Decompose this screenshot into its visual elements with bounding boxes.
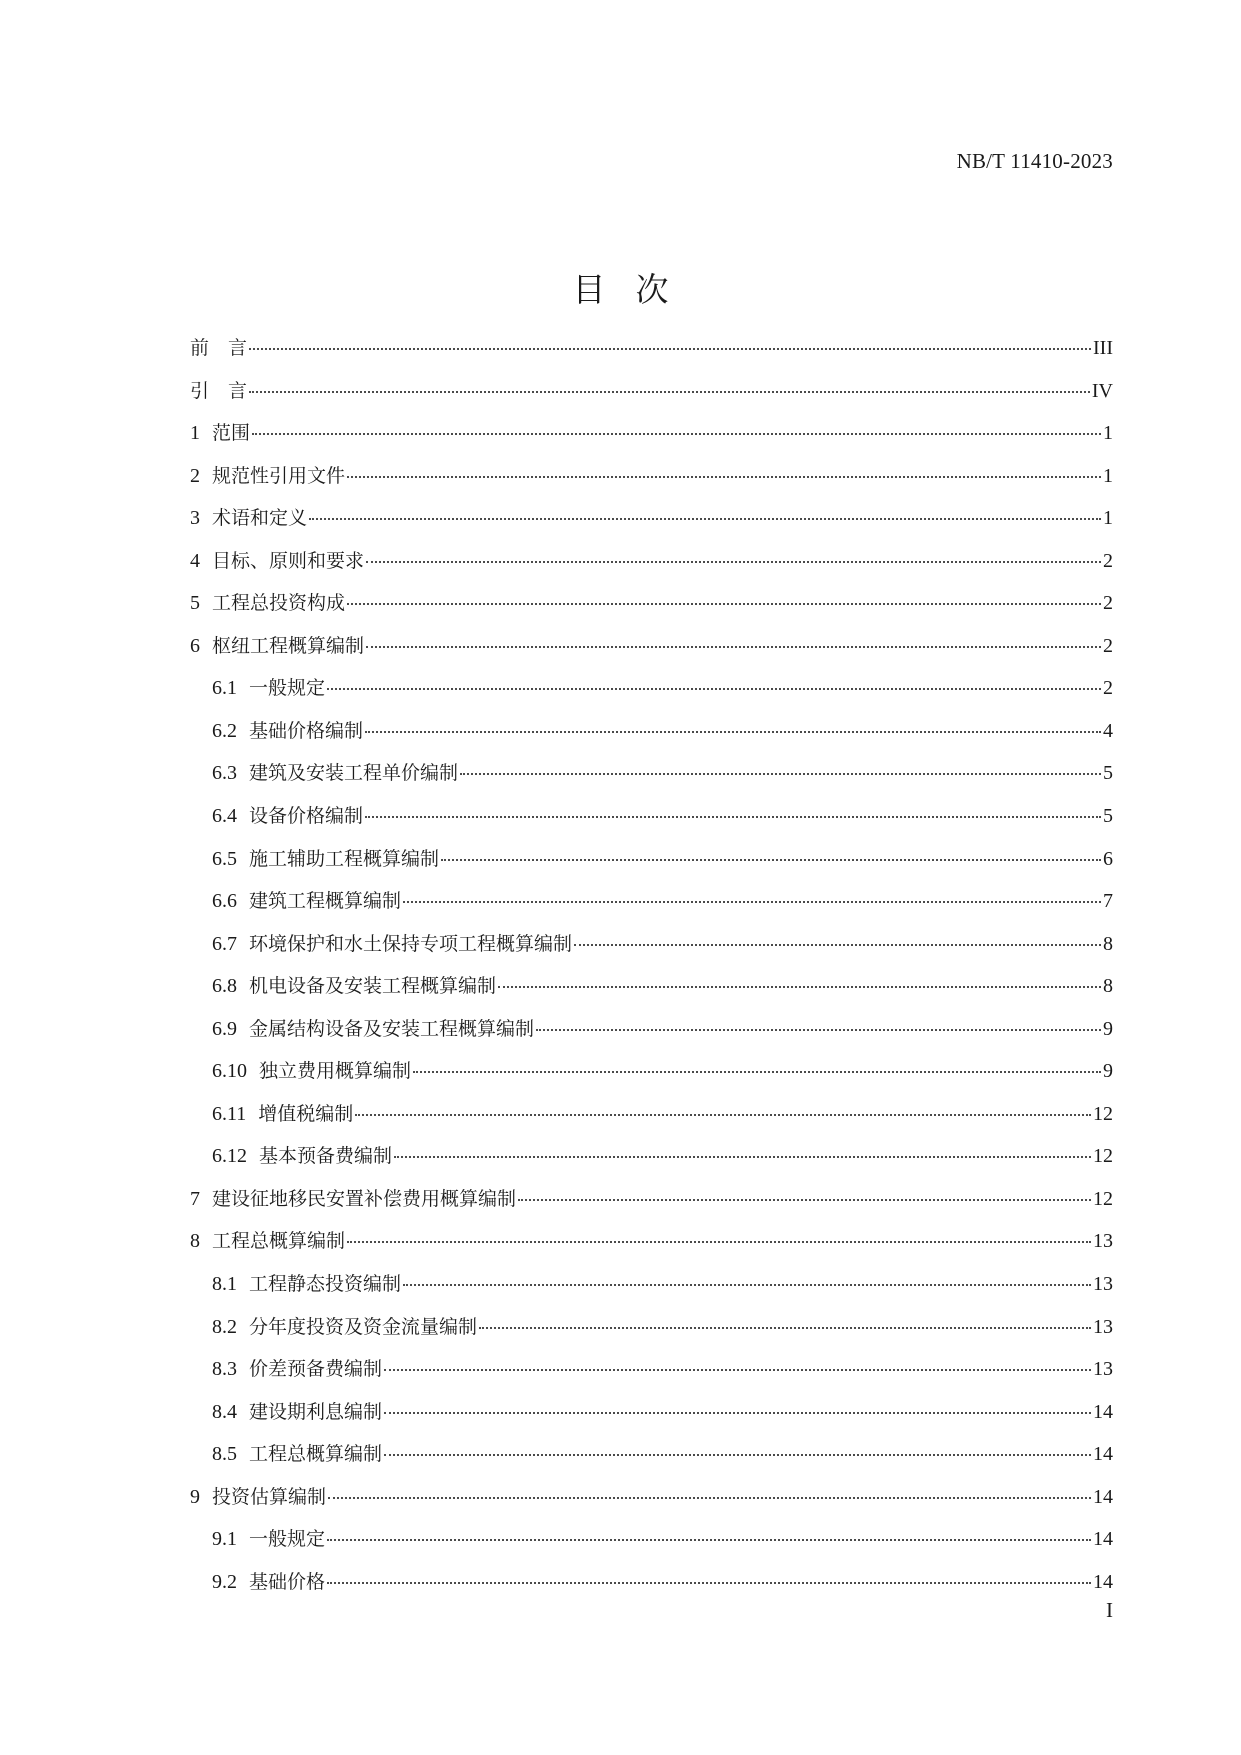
toc-entry-title: 建筑及安装工程单价编制	[249, 762, 459, 785]
toc-dot-leader	[347, 603, 1101, 605]
toc-dot-leader	[403, 1284, 1091, 1286]
toc-entry-title: 基础价格编制	[249, 719, 364, 742]
toc-entry-number: 6.4	[212, 805, 237, 828]
toc-entry-page: III	[1093, 337, 1113, 359]
toc-entry[interactable]	[190, 1269, 1113, 1312]
toc-entry-number: 6.3	[212, 762, 237, 785]
toc-entry[interactable]	[190, 1099, 1113, 1142]
toc-entry-title: 建设征地移民安置补偿费用概算编制	[212, 1187, 517, 1210]
toc-entry-page: 8	[1103, 932, 1113, 955]
toc-entry-label	[190, 1184, 516, 1211]
toc-entry-number: 2	[190, 464, 200, 487]
toc-entry-label	[212, 1141, 392, 1168]
toc-entry[interactable]	[190, 418, 1113, 461]
toc-dot-leader	[479, 1327, 1091, 1329]
toc-entry-page: 12	[1093, 1187, 1113, 1210]
toc-entry-title: 投资估算编制	[212, 1485, 327, 1508]
toc-entry-number: 6.9	[212, 1017, 237, 1040]
toc-entry-title: 建筑工程概算编制	[249, 890, 402, 913]
toc-entry-page: 14	[1093, 1443, 1113, 1466]
toc-dot-leader	[355, 1114, 1091, 1116]
toc-entry-title: 工程总投资构成	[212, 592, 346, 615]
toc-entry-page: 1	[1103, 507, 1113, 530]
toc-entry-label	[212, 1056, 411, 1083]
toc-entry-page: 14	[1093, 1400, 1113, 1423]
toc-entry-title: 分年度投资及资金流量编制	[249, 1315, 478, 1338]
toc-entry-label	[212, 758, 458, 785]
toc-entry-label	[190, 418, 250, 445]
toc-entry[interactable]	[190, 1482, 1113, 1525]
toc-entry-label	[212, 801, 363, 828]
document-number: NB/T 11410-2023	[956, 149, 1113, 173]
toc-entry[interactable]	[190, 1226, 1113, 1269]
toc-entry[interactable]	[190, 1014, 1113, 1057]
toc-entry-number: 5	[190, 592, 200, 615]
toc-entry-label	[190, 333, 247, 360]
toc-entry-number: 8.2	[212, 1315, 237, 1338]
toc-dot-leader	[413, 1071, 1101, 1073]
toc-entry[interactable]	[190, 673, 1113, 716]
toc-entry-number: 6.11	[212, 1102, 247, 1125]
toc-entry-page: 9	[1103, 1060, 1113, 1083]
toc-dot-leader	[309, 518, 1101, 520]
toc-entry-label	[212, 886, 401, 913]
toc-entry[interactable]	[190, 716, 1113, 759]
toc-entry-label	[212, 1014, 534, 1041]
toc-dot-leader	[328, 1497, 1091, 1499]
toc-entry[interactable]	[190, 1524, 1113, 1567]
toc-entry[interactable]	[190, 886, 1113, 929]
toc-entry-title: 施工辅助工程概算编制	[249, 847, 440, 870]
toc-entry-number: 6.2	[212, 719, 237, 742]
toc-dot-leader	[536, 1029, 1101, 1031]
toc-entry[interactable]	[190, 546, 1113, 589]
toc-entry-page: 6	[1103, 847, 1113, 870]
toc-entry-label	[190, 1226, 345, 1253]
toc-entry[interactable]	[190, 1354, 1113, 1397]
toc-dot-leader	[347, 1241, 1091, 1243]
toc-entry-number: 3	[190, 507, 200, 530]
toc-dot-leader	[365, 731, 1101, 733]
toc-entry-page: 2	[1103, 677, 1113, 700]
toc-entry[interactable]	[190, 1184, 1113, 1227]
toc-entry-number: 6.10	[212, 1060, 247, 1083]
toc-entry-label	[212, 1099, 353, 1126]
toc-entry-title: 范围	[212, 422, 251, 445]
toc-entry-title: 一般规定	[249, 1528, 326, 1551]
toc-entry-title: 工程静态投资编制	[249, 1273, 402, 1296]
toc-entry-page: 4	[1103, 719, 1113, 742]
toc-entry-title: 金属结构设备及安装工程概算编制	[249, 1017, 535, 1040]
toc-dot-leader	[327, 688, 1101, 690]
toc-entry-number: 6	[190, 634, 200, 657]
toc-dot-leader	[347, 476, 1101, 478]
toc-dot-leader	[498, 986, 1101, 988]
toc-list	[190, 333, 1113, 1609]
toc-entry-label	[190, 631, 364, 658]
toc-entry-title: 一般规定	[249, 677, 326, 700]
toc-entry[interactable]	[190, 461, 1113, 504]
toc-dot-leader	[403, 901, 1101, 903]
toc-entry-page: 5	[1103, 805, 1113, 828]
toc-entry-label	[190, 461, 345, 488]
toc-entry-label	[212, 844, 439, 871]
toc-entry-number: 6.12	[212, 1145, 247, 1168]
toc-entry-label	[190, 588, 345, 615]
page-number: I	[1106, 1598, 1113, 1622]
toc-entry-title: 机电设备及安装工程概算编制	[249, 975, 497, 998]
toc-entry-title: 前 言	[190, 337, 248, 359]
toc-entry-number: 8.3	[212, 1358, 237, 1381]
toc-entry-page: 14	[1093, 1570, 1113, 1593]
toc-entry-label	[212, 1312, 477, 1339]
toc-dot-leader	[327, 1539, 1091, 1541]
toc-dot-leader	[327, 1582, 1091, 1584]
toc-entry-page: 1	[1103, 422, 1113, 445]
toc-entry[interactable]	[190, 971, 1113, 1014]
toc-entry-page: 14	[1093, 1485, 1113, 1508]
toc-entry-label	[190, 376, 247, 403]
toc-entry-number: 8.1	[212, 1273, 237, 1296]
toc-entry-title: 枢纽工程概算编制	[212, 634, 365, 657]
toc-entry-page: 13	[1093, 1358, 1113, 1381]
toc-entry-number: 6.8	[212, 975, 237, 998]
toc-entry[interactable]	[190, 333, 1113, 376]
toc-entry-title: 工程总概算编制	[212, 1230, 346, 1253]
toc-entry-label	[212, 1354, 382, 1381]
toc-entry-number: 6.5	[212, 847, 237, 870]
toc-entry[interactable]	[190, 1439, 1113, 1482]
toc-dot-leader	[441, 859, 1101, 861]
toc-entry-title: 设备价格编制	[249, 805, 364, 828]
toc-entry-label	[212, 673, 325, 700]
toc-dot-leader	[365, 816, 1101, 818]
toc-entry-label	[212, 971, 496, 998]
toc-dot-leader	[366, 646, 1101, 648]
toc-entry-page: 1	[1103, 464, 1113, 487]
toc-dot-leader	[460, 773, 1101, 775]
toc-dot-leader	[249, 348, 1091, 350]
toc-dot-leader	[518, 1199, 1091, 1201]
toc-entry[interactable]	[190, 1567, 1113, 1610]
toc-entry-label	[212, 1524, 325, 1551]
toc-entry[interactable]	[190, 503, 1113, 546]
toc-entry-number: 9	[190, 1485, 200, 1508]
toc-dot-leader	[574, 944, 1101, 946]
toc-entry-page: 8	[1103, 975, 1113, 998]
toc-entry-page: 2	[1103, 549, 1113, 572]
toc-dot-leader	[249, 391, 1090, 393]
toc-dot-leader	[394, 1156, 1091, 1158]
toc-entry-title: 增值税编制	[258, 1102, 354, 1125]
toc-entry-number: 9.1	[212, 1528, 237, 1551]
toc-entry-number: 1	[190, 422, 200, 445]
toc-entry-page: 5	[1103, 762, 1113, 785]
toc-entry-title: 目标、原则和要求	[212, 549, 365, 572]
toc-entry-label	[190, 546, 364, 573]
toc-entry-title: 价差预备费编制	[249, 1358, 383, 1381]
toc-entry[interactable]	[190, 1141, 1113, 1184]
toc-entry-label	[212, 1567, 325, 1594]
toc-entry[interactable]	[190, 376, 1113, 419]
toc-entry-label	[212, 1269, 401, 1296]
toc-entry-number: 6.7	[212, 932, 237, 955]
toc-entry-page: 12	[1093, 1145, 1113, 1168]
toc-title: 目次	[572, 270, 699, 309]
toc-entry-page: 2	[1103, 592, 1113, 615]
toc-entry-label	[212, 1439, 382, 1466]
toc-entry-label	[190, 503, 307, 530]
toc-entry-number: 7	[190, 1187, 200, 1210]
toc-entry[interactable]	[190, 844, 1113, 887]
toc-entry-page: 2	[1103, 634, 1113, 657]
toc-entry-number: 4	[190, 549, 200, 572]
toc-entry-page: 12	[1093, 1102, 1113, 1125]
toc-entry-title: 工程总概算编制	[249, 1443, 383, 1466]
toc-dot-leader	[384, 1412, 1091, 1414]
toc-entry[interactable]	[190, 1397, 1113, 1440]
toc-entry-number: 6.1	[212, 677, 237, 700]
toc-entry-page: 14	[1093, 1528, 1113, 1551]
toc-entry-page: 13	[1093, 1273, 1113, 1296]
toc-entry-page: 7	[1103, 890, 1113, 913]
toc-entry-title: 术语和定义	[212, 507, 308, 530]
toc-entry-page: 9	[1103, 1017, 1113, 1040]
toc-entry[interactable]	[190, 929, 1113, 972]
toc-entry-label	[212, 929, 572, 956]
toc-entry[interactable]	[190, 758, 1113, 801]
toc-entry-title: 环境保护和水土保持专项工程概算编制	[249, 932, 573, 955]
toc-entry[interactable]	[190, 1312, 1113, 1355]
toc-dot-leader	[384, 1369, 1091, 1371]
toc-entry-title: 引 言	[190, 379, 248, 402]
toc-entry-label	[212, 1397, 382, 1424]
toc-entry[interactable]	[190, 631, 1113, 674]
toc-dot-leader	[252, 433, 1101, 435]
toc-entry[interactable]	[190, 588, 1113, 631]
toc-entry-label	[212, 716, 363, 743]
toc-entry-label	[190, 1482, 326, 1509]
toc-entry[interactable]	[190, 801, 1113, 844]
toc-entry-number: 9.2	[212, 1570, 237, 1593]
toc-entry-page: 13	[1093, 1315, 1113, 1338]
toc-entry-title: 建设期利息编制	[249, 1400, 383, 1423]
toc-entry-title: 独立费用概算编制	[259, 1060, 412, 1083]
toc-entry-page: IV	[1091, 379, 1113, 402]
toc-entry-title: 基础价格	[249, 1570, 326, 1593]
toc-entry[interactable]	[190, 1056, 1113, 1099]
toc-entry-number: 8.5	[212, 1443, 237, 1466]
toc-entry-number: 8	[190, 1230, 200, 1253]
toc-dot-leader	[366, 561, 1101, 563]
toc-entry-title: 规范性引用文件	[212, 464, 346, 487]
toc-dot-leader	[384, 1454, 1091, 1456]
toc-entry-number: 6.6	[212, 890, 237, 913]
toc-entry-number: 8.4	[212, 1400, 237, 1423]
toc-entry-page: 13	[1093, 1230, 1113, 1253]
toc-entry-title: 基本预备费编制	[259, 1145, 393, 1168]
